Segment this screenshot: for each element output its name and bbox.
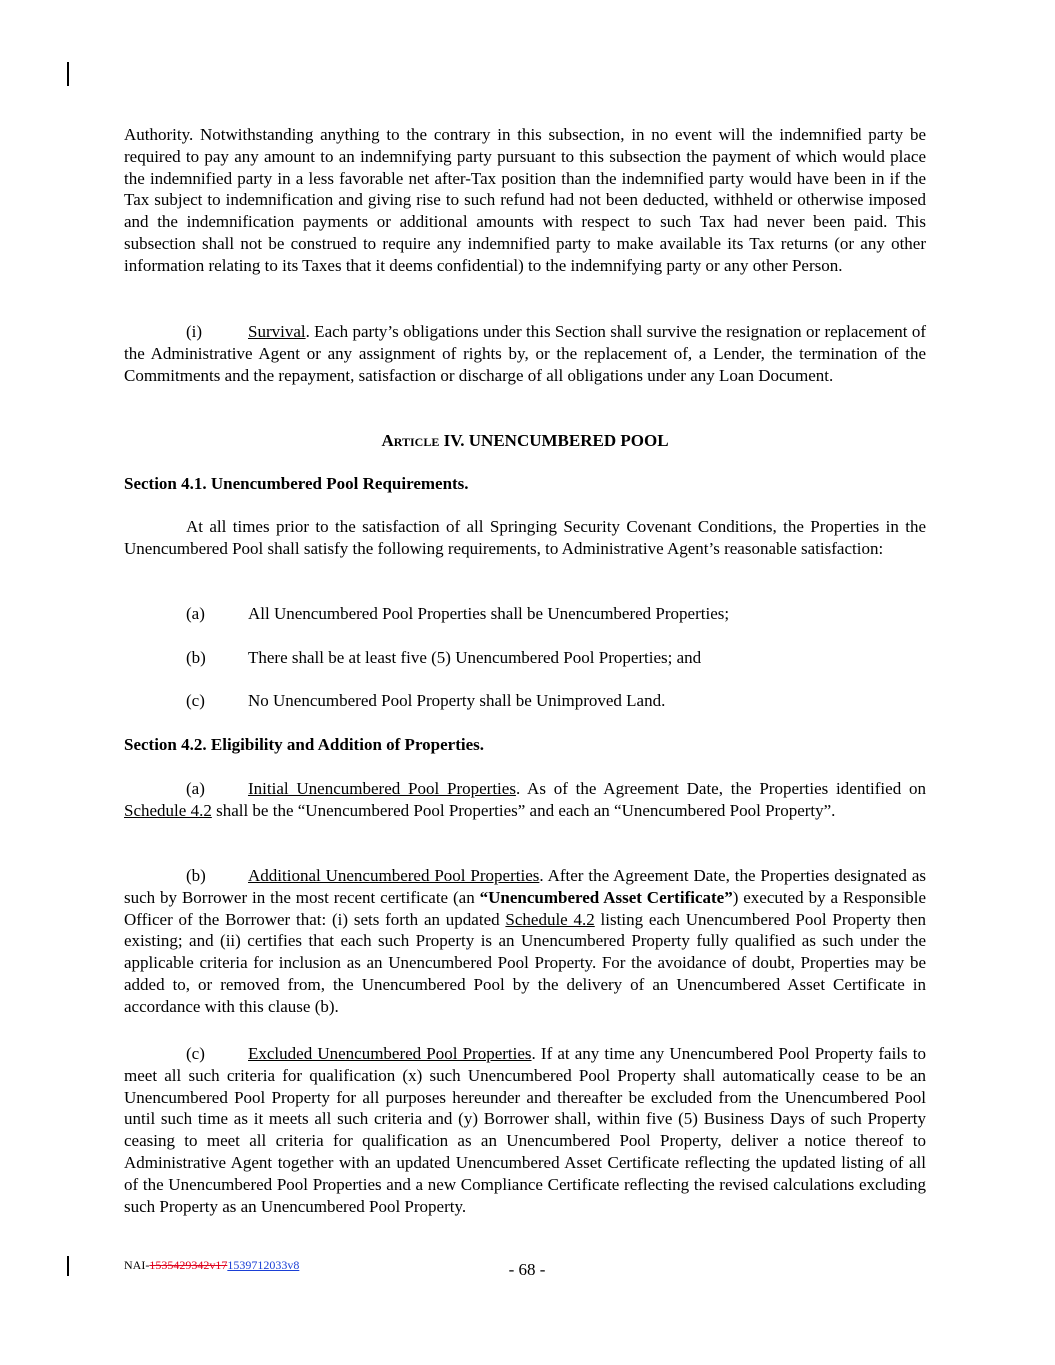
defined-term: “Unencumbered Asset Certificate” <box>479 887 733 907</box>
survival-title: Survival <box>248 322 306 341</box>
change-bar-footer <box>67 1256 69 1276</box>
schedule-reference: Schedule 4.2 <box>505 909 595 929</box>
requirement-item-c <box>186 690 665 712</box>
doc-id-prefix: NAI- <box>124 1258 150 1272</box>
schedule-reference: Schedule 4.2 <box>124 800 212 820</box>
item-text: There shall be at least five (5) Unencumbered Pool Properties; and <box>248 648 702 667</box>
paragraph-tax-authority: Authority. Notwithstanding anything to the contrary in this subsection, in no event will the indemnified party be required to pay any amount to an indemnifying party pursuant to this subsection the payment of which would place the indemnified party in a less favorable net after-Tax position than the indemnified party would have been in if the Tax subject to indemnification and giving rise to such refund had not been deducted, withheld or otherwise imposed and the indemnification payments or additional amounts with respect to such Tax had never been paid. This subsection shall not be construed to require any indemnified party to make available its Tax returns (or any other information relating to its Taxes that it deems confidential) to the indemnifying party or any other Person. <box>124 125 926 275</box>
section-4-1-heading: Section 4.1. Unencumbered Pool Requirements. <box>124 474 469 493</box>
item-label: (a) <box>186 779 205 798</box>
item-label: (b) <box>186 866 206 885</box>
survival-text: . Each party’s obligations under this Section shall survive the resignation or replacement of the Administrative Agent or any assignment of rights by, or the replacement of, a Lender, the termination of the Commitments and the repayment, satisfaction or discharge of all obligations under any Loan Document. <box>124 322 926 385</box>
text: ) executed by a Responsible Officer of the Borrower that: (i) sets forth an updated <box>124 887 927 929</box>
requirement-item-b <box>186 647 701 669</box>
section-4-2-c <box>124 1043 926 1217</box>
section-4-2-a <box>124 778 926 822</box>
item-text: No Unencumbered Pool Property shall be Unimproved Land. <box>248 691 666 710</box>
item-label: (c) <box>186 1044 205 1063</box>
article-heading <box>124 430 926 452</box>
requirement-item-a <box>186 603 729 625</box>
intro-text: At all times prior to the satisfaction of all Springing Security Covenant Conditions, the Properties in the Unencumbered Pool shall satisfy the following requirements, to Administrative Agent’s reasonable satisfaction: <box>124 517 926 558</box>
article-title: IV. UNENCUMBERED POOL <box>439 431 669 450</box>
section-4-1-intro <box>124 516 926 560</box>
item-text: All Unencumbered Pool Properties shall be Unencumbered Properties; <box>248 604 730 623</box>
document-id <box>124 1258 299 1272</box>
subsection-title: Additional Unencumbered Pool Properties <box>248 866 540 885</box>
text: . If at any time any Unencumbered Pool Property fails to meet all such criteria for qualification (x) such Unencumbered Pool Property shall automatically cease to be an Unencumbered Pool Property for all purposes hereunder and thereafter be excluded from the Unencumbered Pool until such time as it meets all such criteria and (y) Borrower shall, within five (5) Business Days of such Property ceasing to meet all criteria for qualification as an Unencumbered Pool Property, deliver a notice thereof to Administrative Agent together with an updated Unencumbered Asset Certificate reflecting the updated listing of all of the Unencumbered Pool Properties and a new Compliance Certificate reflecting the revised calculations excluding such Property as an Unencumbered Pool Property. <box>124 1044 926 1216</box>
text: . As of the Agreement Date, the Properties identified on <box>515 779 926 798</box>
text: . After the Agreement Date, the Properties designated as such by Borrower in the most recent certificate (an <box>124 866 926 907</box>
subsection-title: Excluded Unencumbered Pool Properties <box>248 1044 532 1063</box>
page-number: - 68 - <box>508 1260 546 1279</box>
doc-id-deleted: 1535429342v17 <box>149 1258 228 1272</box>
paragraph-survival <box>124 321 926 386</box>
subsection-title: Initial Unencumbered Pool Properties <box>248 779 516 798</box>
item-label: (a) <box>186 604 205 623</box>
section-4-2-b <box>124 865 926 1018</box>
article-prefix: Article <box>381 431 440 450</box>
text: listing each Unencumbered Pool Property then existing; and (ii) certifies that each such Property is an Unencumbered Property fully qualified as such under the applicable criteria for inclusion as an Unencumbered Pool Property. For the avoidance of doubt, Properties may be added to, or removed from, the Unencumbered Pool by the delivery of an Unencumbered Asset Certificate in accordance with this clause (b). <box>124 909 926 1016</box>
item-label: (c) <box>186 691 205 710</box>
item-label: (i) <box>186 322 203 341</box>
text: shall be the “Unencumbered Pool Properties” and each an “Unencumbered Pool Property”. <box>211 800 836 820</box>
doc-id-inserted: 1539712033v8 <box>227 1258 300 1272</box>
change-bar-top <box>67 62 69 86</box>
section-4-2-heading: Section 4.2. Eligibility and Addition of Properties. <box>124 735 485 754</box>
item-label: (b) <box>186 648 206 667</box>
